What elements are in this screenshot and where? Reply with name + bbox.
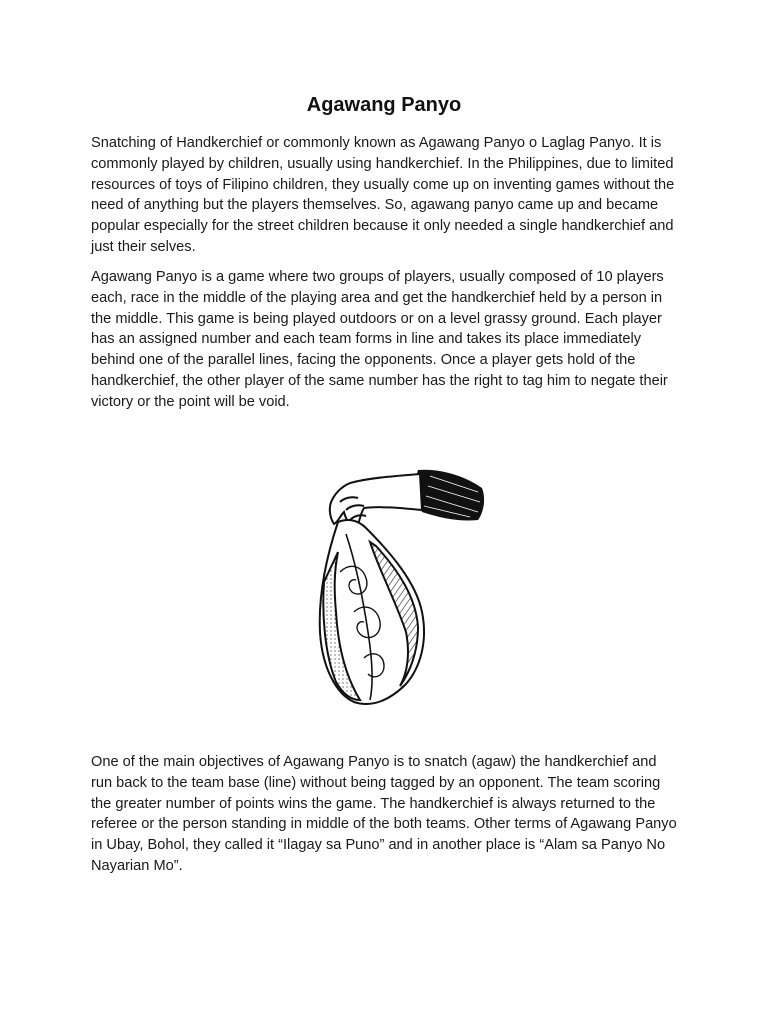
hand-holding-handkerchief-icon — [310, 462, 490, 712]
paragraph-intro: Snatching of Handkerchief or commonly known as Agawang Panyo o Laglag Panyo. It is commonly played by children, usually using handkerchief. In the Philippines, due to limited resources of toys of Filipino children, they usually come up on inventing games without the need of anything but the players themselves. So, agawang panyo came up and became popular especially for the street children because it only needed a single handkerchief and just their selves. — [91, 135, 675, 255]
paragraph-rules: Agawang Panyo is a game where two groups of players, usually composed of 10 players each, race in the middle of the playing area and get the handkerchief held by a person in the middle. This game is being played outdoors or on a level grassy ground. Each player has an assigned number and each team forms in line and takes its place immediately behind one of the parallel lines, facing the opponents. Once a player gets hold of the handkerchief, the other player of the same number has the right to tag him to negate their victory or the point will be void. — [91, 269, 668, 410]
handkerchief-shape — [320, 520, 424, 704]
page-title: Agawang Panyo — [306, 94, 462, 116]
sleeve-shape — [416, 470, 484, 521]
paragraph-objectives: One of the main objectives of Agawang Panyo is to snatch (agaw) the handkerchief and run back to the team base (line) without being tagged by an opponent. The team scoring the greater number of points wins the game. The handkerchief is always returned to the referee or the person standing in middle of the both teams. Other terms of Agawang Panyo in Ubay, Bohol, they called it “Ilagay sa Puno” and in another place is “Alam sa Panyo No Nayarian Mo”. — [91, 754, 677, 874]
hand-holding-handkerchief-illustration — [310, 462, 490, 712]
